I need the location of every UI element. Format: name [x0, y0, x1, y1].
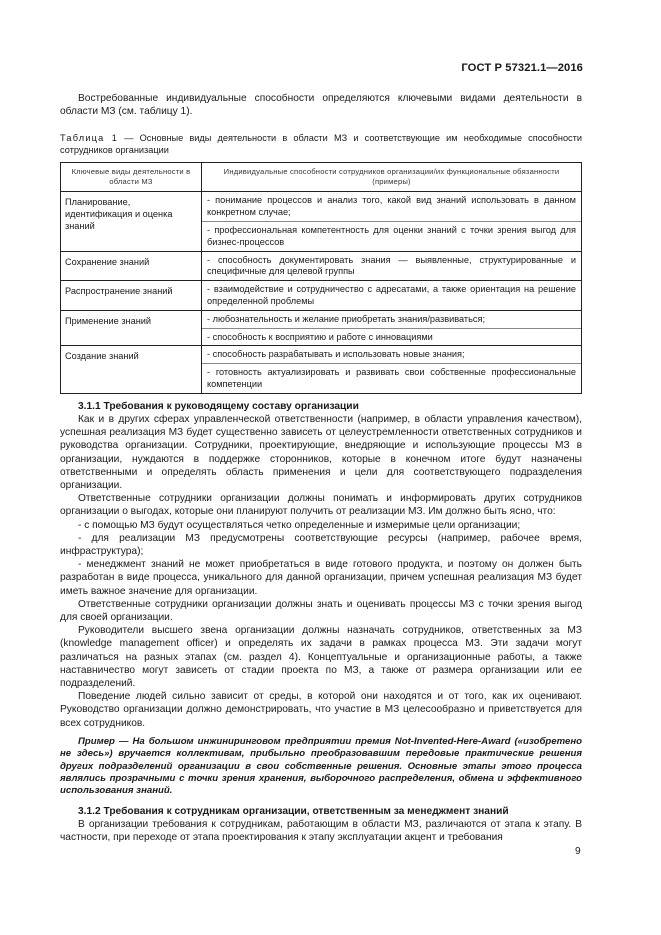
- table-row: [61, 251, 582, 281]
- ability-item: - взаимодействие и сотрудничество с адресатами, а также ориентация на решение определенной проблемы: [207, 284, 576, 306]
- abilities-cell: [202, 346, 582, 393]
- page-content: [60, 92, 582, 844]
- table-header-activities: Ключевые виды деятельности в области МЗ: [61, 163, 202, 192]
- ability-item: - способность документировать знания — выявленные, структурированные и специфичные для целевой группы: [207, 254, 576, 277]
- table-row: [61, 310, 582, 346]
- activity-cell: Планирование, идентификация и оценка знаний: [61, 192, 202, 251]
- ability-item: - любознательность и желание приобретать знания/развиваться;: [207, 313, 486, 324]
- table-header-row: [61, 163, 582, 192]
- list-item: - с помощью МЗ будут осуществляться четко определенные и измеримые цели организации;: [78, 519, 521, 531]
- table-row: [61, 346, 582, 393]
- ability-item: - способность разрабатывать и использовать новые знания;: [207, 349, 465, 360]
- body-paragraph: Как и в других сферах управленческой ответственности (например, в области управления качеством), успешная реализация МЗ будет существенно зависеть от целеустремленности ответственных сотрудников и руководства организации. Сотрудники, проектирующие, внедряющие и использующие процессы МЗ в организации, нуждаются в поддержке сторонников, которые в конечном итоге будут назначены ответственными и определять область применения и цели для соответствующего подразделения организации.: [60, 413, 582, 491]
- table-row: [61, 281, 582, 311]
- table-caption: [60, 132, 582, 156]
- body-paragraph: Поведение людей сильно зависит от среды, в которой они находятся и от того, как их оценивают. Руководство организации должно демонстрировать, что участие в МЗ целесообразно и приветствуется для всех сотрудников.: [60, 691, 582, 729]
- list-item: - менеджмент знаний не может приобретаться в виде готового продукта, и поэтому он должен быть разработан в виде процесса, уникального для данной организации, причем успешная реализация МЗ будет иметь важное значение для организации.: [60, 559, 582, 597]
- body-paragraph: В организации требования к сотрудникам, работающим в области МЗ, различаются от этапа к этапу. В частности, при переходе от этапа проектирования к этапу эксплуатации акцент и требования: [60, 819, 582, 844]
- body-paragraph: Ответственные сотрудники организации должны понимать и информировать других сотрудников организации о выгодах, которые они планируют получить от реализации МЗ. Им должно быть ясно, что:: [60, 493, 582, 518]
- activity-cell: Распространение знаний: [61, 281, 202, 311]
- example-text: — На большом инжиниринговом предприятии премия Not-Invented-Here-Award («изобретено не здесь») вручается коллективам, прибыльно преобразовавшим передовые практические решения других подразделений организации в свои собственные решения. Основные этапы этого процесса являлись прозрачными с точки зрения хранения, выборочного распределения, обмена и эффективного использования знаний.: [60, 735, 582, 797]
- activity-cell: Сохранение знаний: [61, 251, 202, 281]
- body-paragraph: Руководители высшего звена организации должны назначать сотрудников, ответственных за МЗ (knowledge management officer) и определять их задачи в рамках процесса МЗ. Эти задачи могут различаться на разных этапах (см. раздел 4). Концептуальные и организационные работы, а также наставничество могут зависеть от стадии проекта по МЗ, а также от размера организации или ее подразделений.: [60, 625, 582, 690]
- ability-item: - готовность актуализировать и развивать свои собственные профессиональные компетенции: [202, 363, 581, 393]
- abilities-cell: [202, 251, 582, 281]
- page-number: 9: [575, 846, 581, 857]
- section-heading-3-1-1: 3.1.1 Требования к руководящему составу организации: [78, 400, 359, 412]
- abilities-cell: [202, 310, 582, 346]
- example-note: [60, 736, 582, 798]
- table-caption-text: — Основные виды деятельности в области МЗ и соответствующие им необходимые способности сотрудников организации: [60, 133, 582, 156]
- example-label: Пример: [78, 735, 115, 747]
- ability-item: - профессиональная компетентность для оценки знаний с точки зрения выгод для бизнес-процессов: [202, 221, 581, 251]
- section-heading-3-1-2: 3.1.2 Требования к сотрудникам организации, ответственным за менеджмент знаний: [78, 805, 509, 817]
- document-code: ГОСТ Р 57321.1—2016: [461, 62, 583, 74]
- list-item: - для реализации МЗ предусмотрены соответствующие ресурсы (например, рабочее время, инфраструктура);: [60, 532, 582, 557]
- ability-item: - способность к восприятию и работе с инновациями: [202, 328, 581, 346]
- activities-table: [60, 162, 582, 393]
- abilities-cell: [202, 281, 582, 311]
- intro-paragraph: Востребованные индивидуальные способности определяются ключевыми видами деятельности в области МЗ (см. таблицу 1).: [60, 93, 582, 118]
- activity-cell: Создание знаний: [61, 346, 202, 393]
- abilities-cell: [202, 192, 582, 251]
- table-caption-label: Таблица 1: [60, 133, 119, 144]
- table-header-abilities: Индивидуальные способности сотрудников организации/их функциональные обязанности (примеры): [202, 163, 582, 192]
- body-paragraph: Ответственные сотрудники организации должны знать и оценивать процессы МЗ с точки зрения выгод для своей организации.: [60, 598, 582, 624]
- table-row: [61, 192, 582, 251]
- ability-item: - понимание процессов и анализ того, какой вид знаний использовать в данном конкретном случае;: [207, 195, 576, 218]
- activity-cell: Применение знаний: [61, 310, 202, 346]
